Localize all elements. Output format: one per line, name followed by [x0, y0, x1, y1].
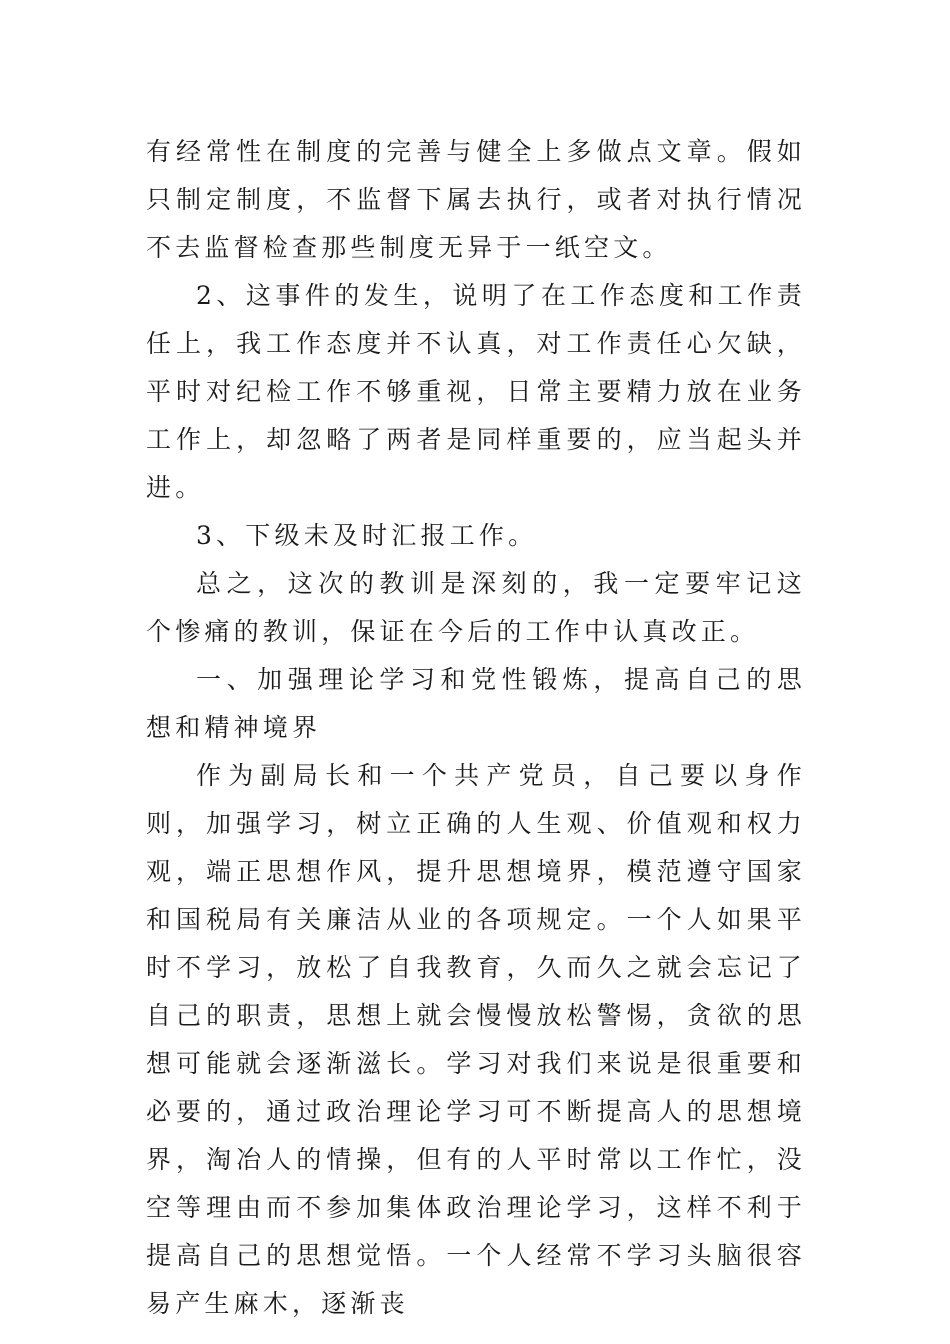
paragraph-continuation: 有经常性在制度的完善与健全上多做点文章。假如只制定制度，不监督下属去执行，或者对执行情况不去监督检查那些制度无异于一纸空文。 — [146, 137, 806, 262]
paragraph-section-1-body: 作为副局长和一个共产党员，自己要以身作则，加强学习，树立正确的人生观、价值观和权力观，端正思想作风，提升思想境界，模范遵守国家和国税局有关廉洁从业的各项规定。一个人如果平时不学习，放松了自我教育，久而久之就会忘记了自己的职责，思想上就会慢慢放松警惕，贪欲的思想可能就会逐渐滋长。学习对我们来说是很重要和必要的，通过政治理论学习可不断提高人的思想境界，淘冶人的情操，但有的人平时常以工作忙，没空等理由而不参加集体政治理论学习，这样不利于提高自己的思想觉悟。一个人经常不学习头脑很容易产生麻木，逐渐丧 — [146, 761, 806, 1318]
section-heading-1: 一、加强理论学习和党性锻炼，提高自己的思想和精神境界 — [146, 665, 806, 742]
paragraph-point-2: 2、这事件的发生，说明了在工作态度和工作责任上，我工作态度并不认真，对工作责任心欠缺，平时对纪检工作不够重视，日常主要精力放在业务工作上，却忽略了两者是同样重要的，应当起头并进。 — [146, 281, 806, 502]
document-body — [146, 128, 806, 1328]
paragraph-summary: 总之，这次的教训是深刻的，我一定要牢记这个惨痛的教训，保证在今后的工作中认真改正。 — [146, 569, 806, 646]
paragraph-point-3: 3、下级未及时汇报工作。 — [196, 521, 538, 550]
